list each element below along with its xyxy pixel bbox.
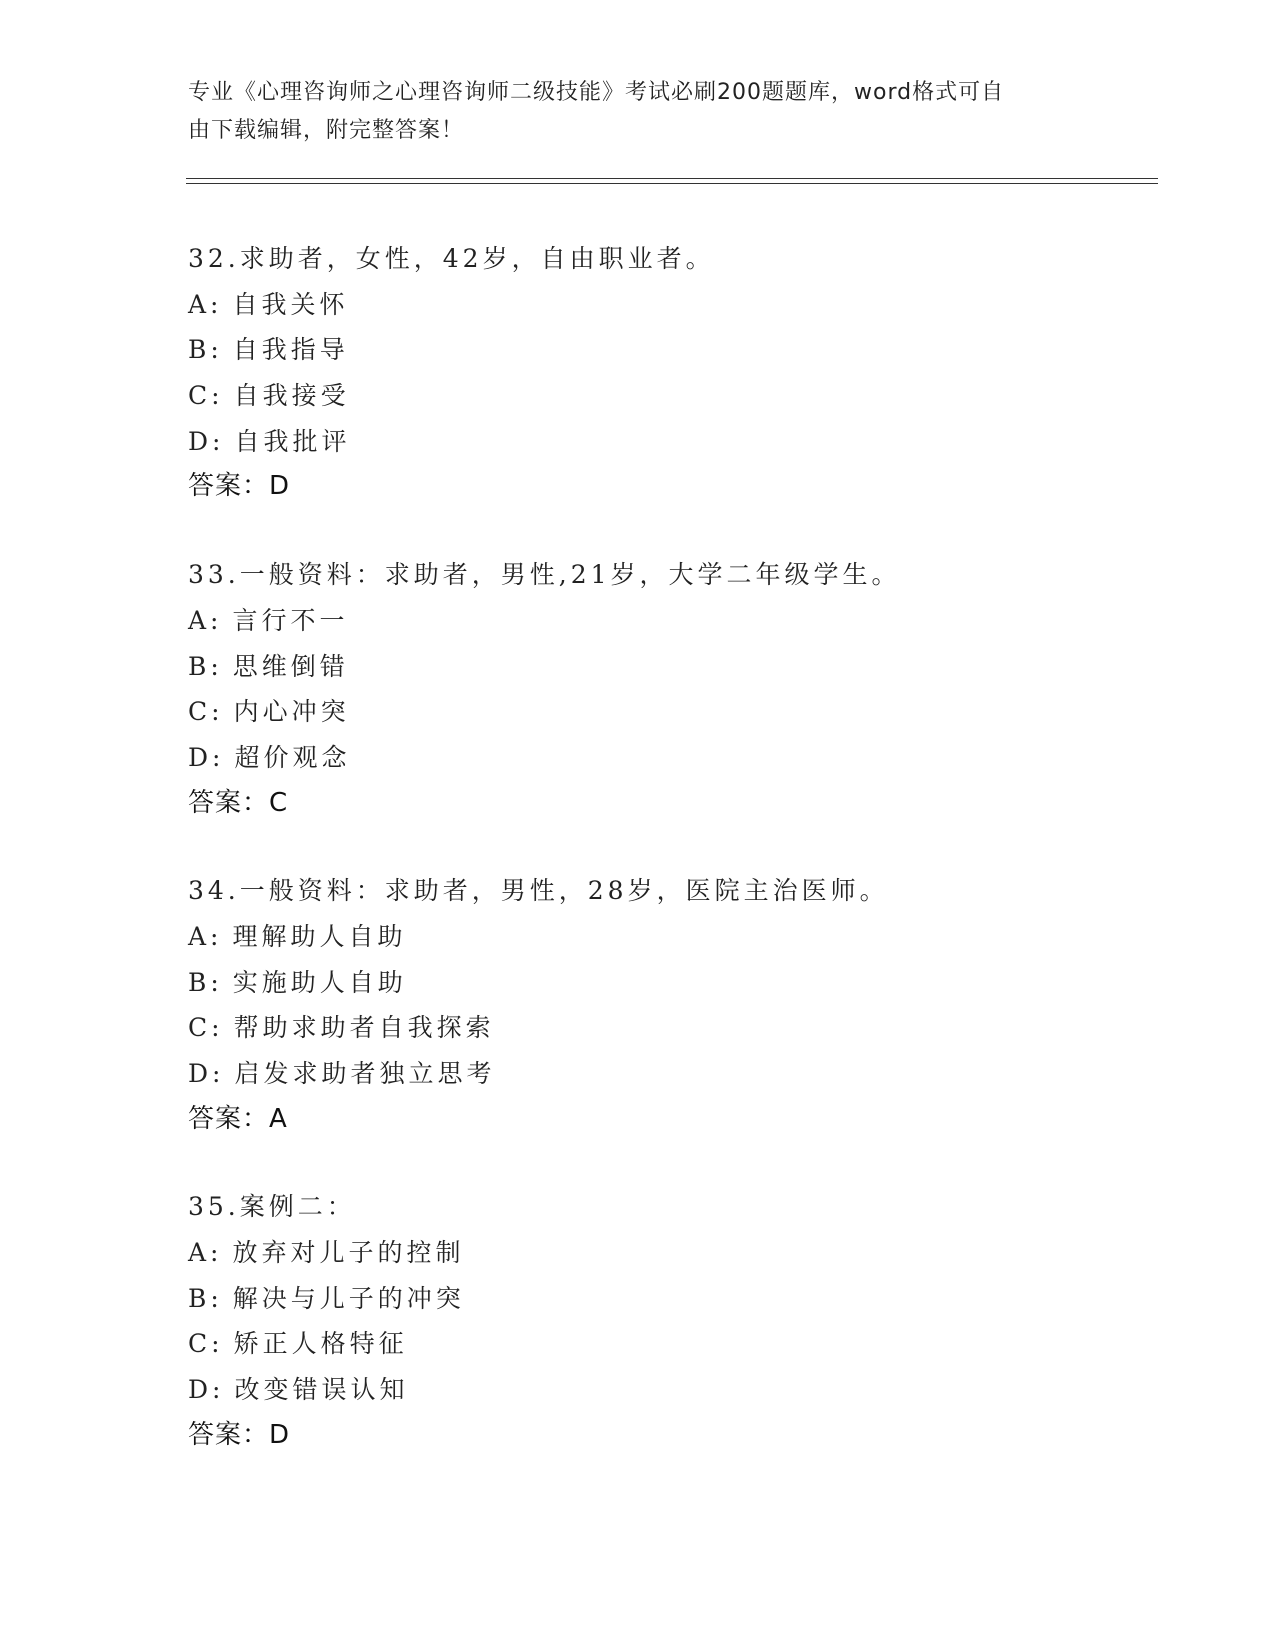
option-letter: D:: [188, 742, 225, 772]
answer-line: 答案：D: [188, 471, 291, 502]
option-letter: D:: [188, 426, 225, 456]
option-letter: A:: [188, 289, 223, 319]
option-text: 内心冲突: [233, 697, 350, 727]
option-b: [188, 327, 1148, 373]
option-letter: C:: [188, 1329, 224, 1359]
option-letter: A:: [188, 1238, 223, 1268]
question-stem: 35.案例二：: [188, 1192, 356, 1222]
question-stem: 33.一般资料：求助者，男性,21岁，大学二年级学生。: [188, 560, 901, 590]
question-block: [188, 552, 1148, 826]
question-block: [188, 868, 1148, 1142]
option-text: 解决与儿子的冲突: [232, 1283, 465, 1313]
question-block: [188, 236, 1148, 510]
option-d: [188, 735, 1148, 781]
answer-line: 答案：D: [188, 1419, 291, 1450]
option-text: 放弃对儿子的控制: [232, 1238, 465, 1268]
option-text: 启发求助者独立思考: [234, 1059, 496, 1088]
option-letter: B:: [188, 967, 223, 997]
option-text: 自我接受: [233, 381, 350, 411]
answer-line: 答案：A: [188, 1103, 288, 1134]
option-letter: D:: [188, 1059, 225, 1088]
question-list: [188, 236, 1148, 1501]
option-letter: A:: [188, 921, 223, 951]
header-divider-bottom: [186, 183, 1158, 184]
header-divider-top: [186, 178, 1158, 179]
option-c: [188, 1321, 1148, 1367]
option-letter: B:: [188, 335, 223, 365]
answer-line: 答案：C: [188, 787, 289, 818]
option-text: 自我批评: [234, 426, 351, 456]
option-d: [188, 1051, 1148, 1097]
option-text: 实施助人自助: [232, 967, 407, 997]
option-a: [188, 1230, 1148, 1276]
header-line-2: 由下载编辑，附完整答案！: [188, 118, 465, 143]
option-c: [188, 373, 1148, 419]
document-header: [188, 74, 1068, 150]
option-letter: B:: [188, 651, 223, 681]
option-b: [188, 644, 1148, 690]
header-line-1: 专业《心理咨询师之心理咨询师二级技能》考试必刷200题题库，word格式可自: [188, 80, 1005, 105]
question-stem: 32.求助者，女性，42岁，自由职业者。: [188, 244, 715, 273]
question-block: [188, 1184, 1148, 1458]
option-letter: D:: [188, 1375, 225, 1405]
option-text: 理解助人自助: [232, 921, 407, 951]
option-d: [188, 419, 1148, 465]
option-a: [188, 598, 1148, 644]
option-letter: C:: [188, 381, 224, 411]
option-b: [188, 960, 1148, 1006]
option-c: [188, 689, 1148, 735]
option-text: 言行不一: [232, 605, 349, 635]
option-letter: C:: [188, 697, 224, 727]
option-letter: A:: [188, 605, 223, 635]
option-text: 超价观念: [234, 742, 351, 772]
option-text: 自我关怀: [232, 289, 349, 319]
option-text: 自我指导: [232, 335, 349, 365]
option-c: [188, 1005, 1148, 1051]
option-a: [188, 282, 1148, 328]
option-b: [188, 1276, 1148, 1322]
option-text: 思维倒错: [232, 651, 349, 681]
option-letter: C:: [188, 1013, 224, 1043]
option-letter: B:: [188, 1283, 223, 1313]
option-d: [188, 1367, 1148, 1413]
option-text: 帮助求助者自我探索: [233, 1013, 495, 1043]
option-text: 改变错误认知: [234, 1375, 409, 1405]
option-a: [188, 914, 1148, 960]
question-stem: 34.一般资料：求助者，男性，28岁，医院主治医师。: [188, 876, 889, 906]
option-text: 矫正人格特征: [233, 1329, 408, 1359]
